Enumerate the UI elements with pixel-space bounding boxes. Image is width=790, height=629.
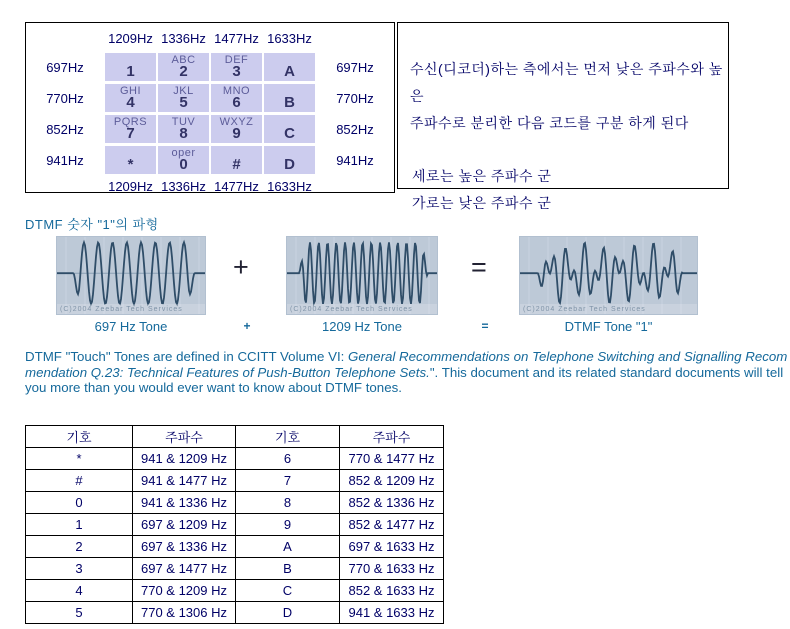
info-line-1: 수신(디코더)하는 측에서는 먼저 낮은 주파수와 높은 (410, 61, 723, 104)
row-freq-left-697: 697Hz (46, 60, 84, 75)
row-freq-left-941: 941Hz (46, 153, 84, 168)
cell-symbol: 0 (26, 492, 133, 514)
cell-frequency: 852 & 1633 Hz (340, 580, 444, 602)
cell-frequency: 697 & 1633 Hz (340, 536, 444, 558)
table-row (26, 536, 444, 558)
cell-frequency: 770 & 1306 Hz (133, 602, 236, 624)
cell-symbol: 9 (236, 514, 340, 536)
keypad-grid (26, 23, 394, 199)
key-0 (158, 146, 209, 174)
cell-symbol: B (236, 558, 340, 580)
key-letters: WXYZ (219, 116, 254, 128)
key-C (264, 115, 315, 143)
cell-symbol: 1 (26, 514, 133, 536)
table-row (26, 602, 444, 624)
header-symbol-1: 기호 (26, 426, 133, 448)
table-row (26, 492, 444, 514)
waveform-1209hz-plot (287, 237, 437, 314)
key-B (264, 84, 315, 112)
key-letters: JKL (173, 85, 194, 97)
key-letters: GHI (119, 85, 142, 97)
waveform-image-697hz (57, 237, 205, 314)
waveform-image-dtmf1 (520, 237, 697, 314)
key-2 (158, 53, 209, 81)
header-frequency-1: 주파수 (133, 426, 236, 448)
caption-697hz: 697 Hz Tone (94, 319, 168, 334)
watermark-text: (C)2004 Zeebar Tech Services (290, 306, 413, 313)
cell-symbol: * (26, 448, 133, 470)
cell-frequency: 770 & 1477 Hz (340, 448, 444, 470)
row-freq-left-770: 770Hz (46, 91, 84, 106)
info-line-4: 가로는 낮은 주파수 군 (412, 195, 552, 211)
key-letters: oper (171, 147, 196, 159)
cell-frequency: 941 & 1477 Hz (133, 470, 236, 492)
table-row (26, 514, 444, 536)
cell-frequency: 852 & 1477 Hz (340, 514, 444, 536)
key-label: D (284, 156, 295, 173)
key-label: 0 (179, 156, 188, 173)
key-label: # (232, 156, 241, 173)
key-1 (105, 53, 156, 81)
cell-symbol: A (236, 536, 340, 558)
key-letters: PQRS (113, 116, 148, 128)
key-label: * (127, 156, 134, 173)
key-pound (211, 146, 262, 174)
cell-frequency: 697 & 1336 Hz (133, 536, 236, 558)
cell-frequency: 852 & 1336 Hz (340, 492, 444, 514)
row-freq-right-941: 941Hz (336, 153, 374, 168)
row-freq-right-697: 697Hz (336, 60, 374, 75)
equals-sign: = (471, 252, 487, 282)
key-star (105, 146, 156, 174)
waveform-dtmf1-plot (520, 237, 697, 314)
caption-1209hz: 1209 Hz Tone (322, 319, 402, 334)
cell-frequency: 941 & 1336 Hz (133, 492, 236, 514)
ccitt-paragraph (25, 349, 789, 396)
col-freq-bottom-1477: 1477Hz (214, 179, 259, 194)
col-freq-bottom-1336: 1336Hz (161, 179, 206, 194)
watermark-text: (C)2004 Zeebar Tech Services (60, 306, 183, 313)
key-label: 8 (179, 125, 188, 142)
key-4 (105, 84, 156, 112)
cell-symbol: # (26, 470, 133, 492)
plus-sign: + (233, 252, 249, 282)
caption-plus: + (243, 319, 251, 333)
key-letters: ABC (171, 54, 196, 66)
key-letters: MNO (222, 85, 251, 97)
waveform-image-1209hz (287, 237, 437, 314)
cell-symbol: 5 (26, 602, 133, 624)
key-5 (158, 84, 209, 112)
cell-symbol: 4 (26, 580, 133, 602)
caption-dtmf1: DTMF Tone "1" (564, 319, 653, 334)
cell-symbol: 8 (236, 492, 340, 514)
key-label: 5 (179, 94, 188, 111)
paragraph-segment-italic: General Recommendations on Telephone Switching and Signalling Recommendation Q.23: Technical Features of Push-Button Telephone Sets. (25, 349, 788, 380)
key-8 (158, 115, 209, 143)
cell-frequency: 852 & 1209 Hz (340, 470, 444, 492)
spacer (316, 175, 394, 199)
key-3 (211, 53, 262, 81)
spacer (26, 27, 104, 51)
key-label: 7 (126, 125, 135, 142)
cell-symbol: 6 (236, 448, 340, 470)
watermark-text: (C)2004 Zeebar Tech Services (523, 306, 646, 313)
key-label: 3 (232, 63, 241, 80)
paragraph-segment: DTMF "Touch" Tones are defined in CCITT Volume VI: (25, 349, 349, 364)
paragraph-segment: ". This document and its related standard documents will tell you more than you would ever want to know about DTMF tones. (25, 364, 784, 395)
col-freq-bottom-1633: 1633Hz (267, 179, 312, 194)
cell-frequency: 941 & 1633 Hz (340, 602, 444, 624)
decoder-info-box (397, 22, 729, 211)
col-freq-bottom-1209: 1209Hz (108, 179, 153, 194)
cell-frequency: 770 & 1209 Hz (133, 580, 236, 602)
table-row (26, 558, 444, 580)
key-label: B (284, 94, 295, 111)
key-6 (211, 84, 262, 112)
spacer (316, 27, 394, 51)
cell-frequency: 770 & 1633 Hz (340, 558, 444, 580)
keypad-frequency-box (25, 22, 395, 193)
waveform-heading: DTMF 숫자 "1"의 파형 (25, 217, 159, 232)
info-line-2: 주파수로 분리한 다음 코드를 구분 하게 된다 (410, 115, 689, 131)
cell-symbol: C (236, 580, 340, 602)
col-freq-top-1209: 1209Hz (108, 31, 153, 46)
key-label: 9 (232, 125, 241, 142)
key-letters: TUV (171, 116, 196, 128)
table-row (26, 448, 444, 470)
key-label: C (284, 125, 295, 142)
table-header-row (26, 426, 444, 448)
col-freq-top-1336: 1336Hz (161, 31, 206, 46)
info-line-3: 세로는 높은 주파수 군 (412, 168, 552, 184)
cell-symbol: 7 (236, 470, 340, 492)
cell-symbol: 3 (26, 558, 133, 580)
key-9 (211, 115, 262, 143)
cell-symbol: D (236, 602, 340, 624)
row-freq-right-852: 852Hz (336, 122, 374, 137)
cell-frequency: 697 & 1477 Hz (133, 558, 236, 580)
key-label: 2 (179, 63, 188, 80)
spacer (26, 175, 104, 199)
row-freq-right-770: 770Hz (336, 91, 374, 106)
cell-frequency: 941 & 1209 Hz (133, 448, 236, 470)
col-freq-top-1633: 1633Hz (267, 31, 312, 46)
header-frequency-2: 주파수 (340, 426, 444, 448)
key-D (264, 146, 315, 174)
table-row (26, 580, 444, 602)
key-letters: DEF (224, 54, 249, 66)
col-freq-top-1477: 1477Hz (214, 31, 259, 46)
cell-frequency: 697 & 1209 Hz (133, 514, 236, 536)
dtmf-frequency-table (25, 425, 444, 624)
cell-symbol: 2 (26, 536, 133, 558)
header-symbol-2: 기호 (236, 426, 340, 448)
key-7 (105, 115, 156, 143)
waveform-697hz-plot (57, 237, 205, 314)
key-label: 1 (126, 63, 135, 80)
table-row (26, 470, 444, 492)
key-label: 4 (126, 94, 135, 111)
key-label: A (284, 63, 295, 80)
key-A (264, 53, 315, 81)
caption-equals: = (481, 319, 489, 333)
row-freq-left-852: 852Hz (46, 122, 84, 137)
key-label: 6 (232, 94, 241, 111)
